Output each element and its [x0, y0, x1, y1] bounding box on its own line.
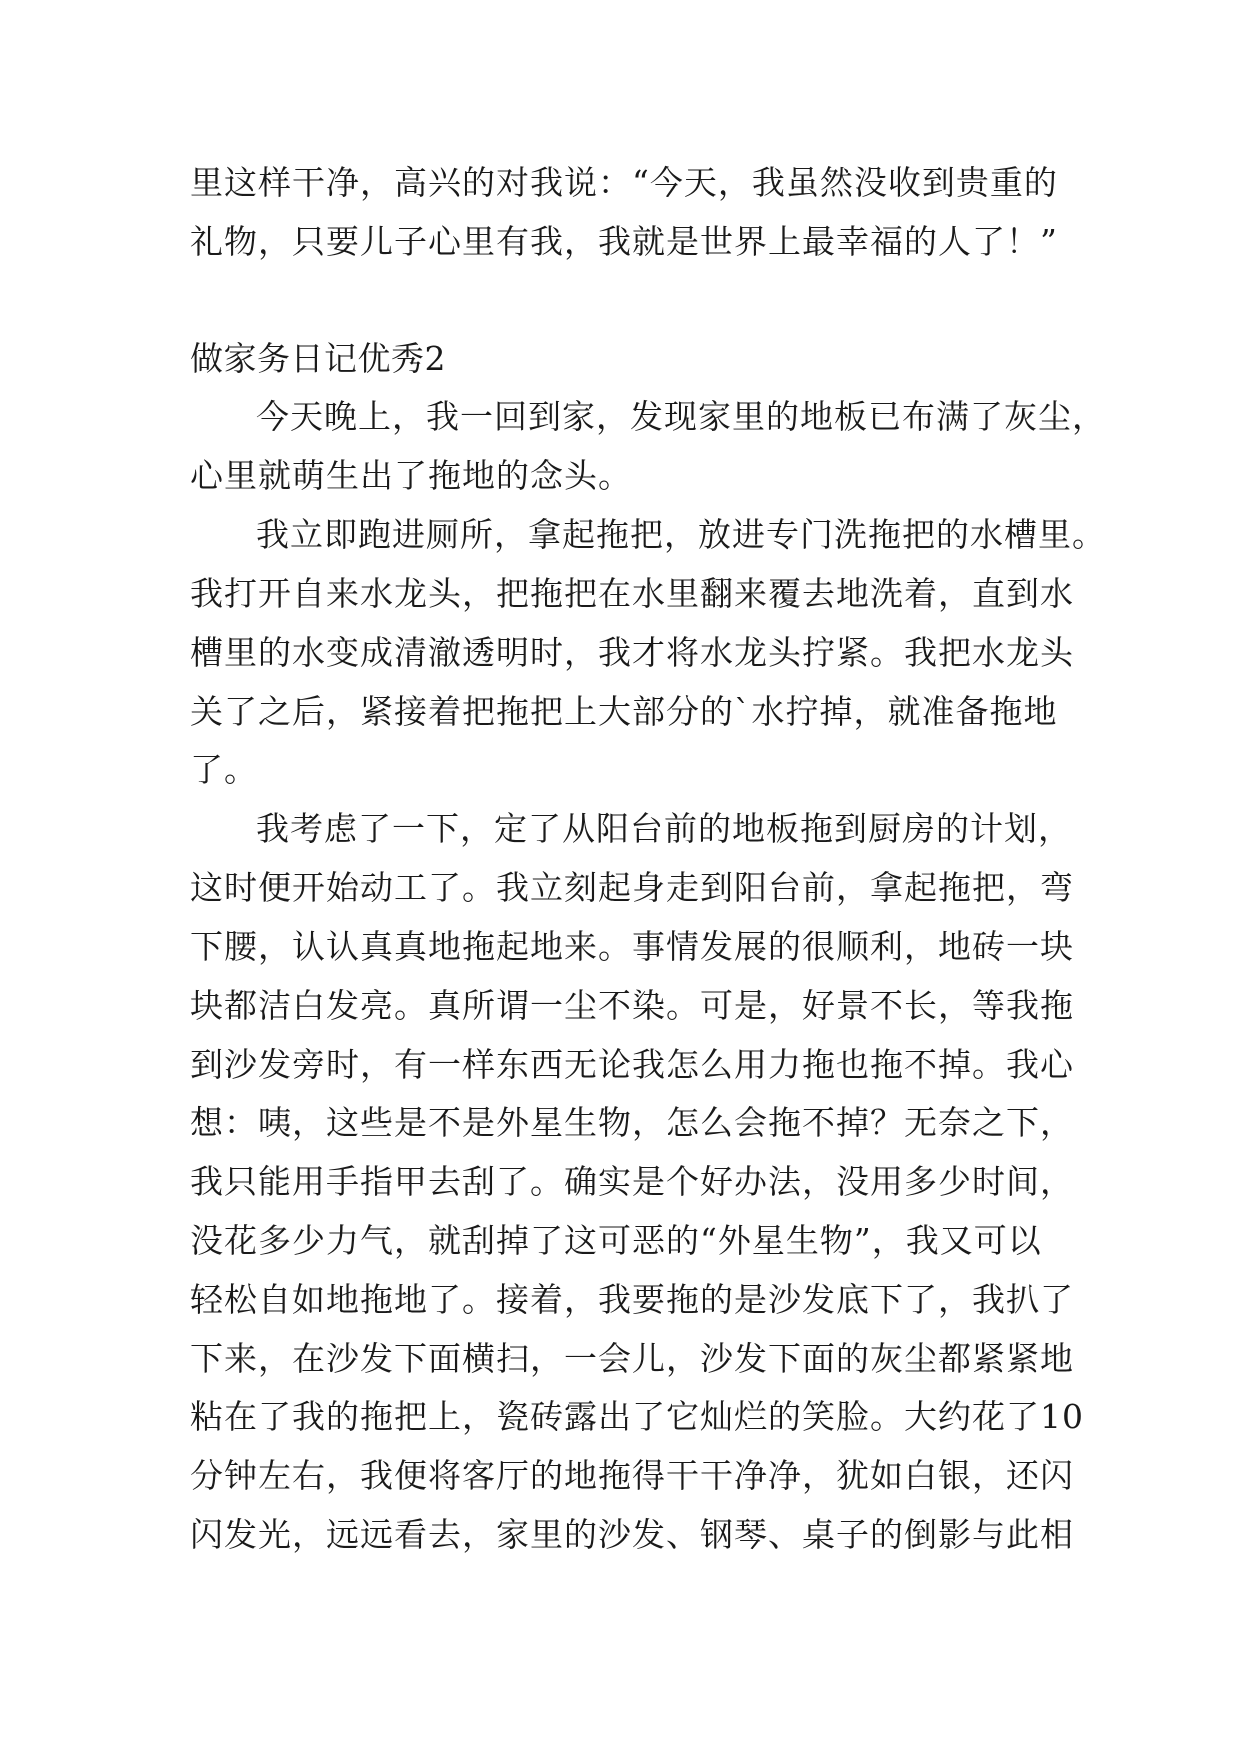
paragraph-line: 分钟左右，我便将客厅的地拖得干干净净，犹如白银，还闪	[190, 1456, 1074, 1495]
paragraph-line: 槽里的水变成清澈透明时，我才将水龙头拧紧。我把水龙头	[190, 633, 1074, 672]
paragraph-line: 我立即跑进厕所，拿起拖把，放进专门洗拖把的水槽里。	[256, 515, 1106, 554]
paragraph-line: 关了之后，紧接着把拖把上大部分的`水拧掉，就准备拖地	[190, 692, 1058, 731]
section-heading: 做家务日记优秀2	[190, 339, 446, 378]
paragraph-line: 这时便开始动工了。我立刻起身走到阳台前，拿起拖把，弯	[190, 868, 1074, 907]
paragraph-line: 到沙发旁时，有一样东西无论我怎么用力拖也拖不掉。我心	[190, 1045, 1074, 1084]
paragraph-line: 轻松自如地拖地了。接着，我要拖的是沙发底下了，我扒了	[190, 1280, 1074, 1319]
paragraph-line: 我只能用手指甲去刮了。确实是个好办法，没用多少时间，	[190, 1162, 1074, 1201]
paragraph-line: 心里就萌生出了拖地的念头。	[190, 456, 632, 495]
intro-line: 里这样干净，高兴的对我说：“今天，我虽然没收到贵重的	[190, 163, 1058, 202]
intro-line: 礼物，只要儿子心里有我，我就是世界上最幸福的人了！”	[190, 222, 1058, 261]
paragraph-line: 今天晚上，我一回到家，发现家里的地板已布满了灰尘，	[256, 397, 1106, 436]
paragraph-line: 闪发光，远远看去，家里的沙发、钢琴、桌子的倒影与此相	[190, 1515, 1074, 1554]
paragraph-line: 我考虑了一下，定了从阳台前的地板拖到厨房的计划，	[256, 809, 1072, 848]
paragraph-line: 粘在了我的拖把上，瓷砖露出了它灿烂的笑脸。大约花了10	[190, 1397, 1084, 1436]
paragraph-line: 没花多少力气，就刮掉了这可恶的“外星生物”，我又可以	[190, 1221, 1042, 1260]
paragraph-line: 下腰，认认真真地拖起地来。事情发展的很顺利，地砖一块	[190, 927, 1074, 966]
paragraph-line: 块都洁白发亮。真所谓一尘不染。可是，好景不长，等我拖	[190, 986, 1074, 1025]
paragraph-line: 下来，在沙发下面横扫，一会儿，沙发下面的灰尘都紧紧地	[190, 1339, 1074, 1378]
paragraph-line: 了。	[190, 750, 258, 789]
paragraph-line: 想：咦，这些是不是外星生物，怎么会拖不掉？无奈之下，	[190, 1103, 1074, 1142]
paragraph-line: 我打开自来水龙头，把拖把在水里翻来覆去地洗着，直到水	[190, 574, 1074, 613]
